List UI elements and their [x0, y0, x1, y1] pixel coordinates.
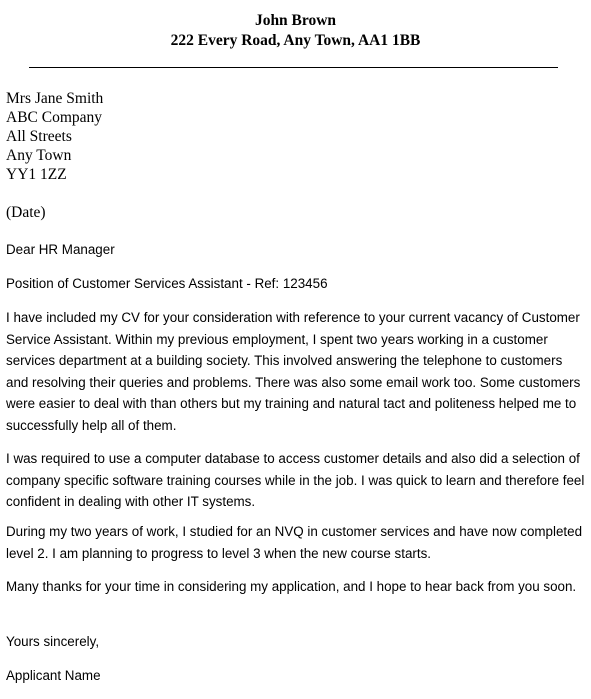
salutation: Dear HR Manager [6, 242, 115, 257]
letter-date: (Date) [6, 204, 46, 221]
sender-header [0, 11, 591, 51]
body-paragraph-experience: I have included my CV for your consideration with reference to your current vacancy of Customer Service Assistant. Within my previous employment, I spent two years working in a customer services department at a building society. This involved answering the telephone to customers and resolving their queries and problems. There was also some email work too. Some customers were easier to deal with than others but my training and natural tact and politeness helped me to successfully help all of them. [6, 310, 581, 433]
recipient-name: Mrs Jane Smith [6, 90, 104, 107]
recipient-street: All Streets [6, 128, 72, 145]
sender-name: John Brown [254, 12, 337, 29]
signature-name: Applicant Name [6, 668, 101, 683]
recipient-town: Any Town [6, 147, 72, 164]
position-reference: Position of Customer Services Assistant - Ref: 123456 [6, 276, 328, 291]
recipient-postcode: YY1 1ZZ [6, 166, 67, 183]
body-paragraph-qualifications: During my two years of work, I studied for an NVQ in customer services and have now completed level 2. I am planning to progress to level 3 when the new course starts. [6, 524, 583, 561]
sender-address: 222 Every Road, Any Town, AA1 1BB [170, 32, 421, 49]
recipient-company: ABC Company [6, 109, 103, 126]
recipient-address-block [6, 89, 103, 184]
closing: Yours sincerely, [6, 634, 100, 649]
body-paragraph-it-skills: I was required to use a computer database to access customer details and also did a selection of company specific software training courses while in the job. I was quick to learn and therefore feel confident in dealing with other IT systems. [6, 451, 585, 509]
header-divider [29, 67, 558, 68]
body-paragraph-thanks: Many thanks for your time in considering my application, and I hope to hear back from you soon. [6, 579, 577, 594]
